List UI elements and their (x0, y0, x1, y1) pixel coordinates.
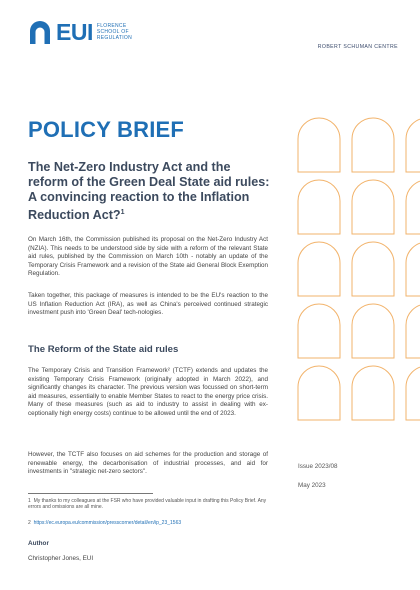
arch-shape (406, 366, 420, 420)
logo-subtitle-line: SCHOOL OF (96, 29, 129, 35)
arch-shape (298, 118, 340, 172)
doc-type-heading: POLICY BRIEF (28, 117, 185, 142)
section-paragraph: The Temporary Crisis and Transition Framework² (TCTF) extends and updates the existing Temporary Crisis Framework (originally adopted in March 2022), and significantly changes its character. The previous version was focussed on short-term aid measures, essentially to enable Member States to react to the energy price crisis. Many of these measures (such as aid to industry to assist in dealing with ex-ceptionally high energy costs) continue to be allowed until the end of 2023. (28, 367, 268, 417)
arch-shape (406, 118, 420, 172)
arch-shape (352, 180, 394, 234)
logo-wordmark: EUI (56, 19, 93, 45)
intro-paragraph: Taken together, this package of measures is intended to be the EU's reaction to the US Inflation Reduction Act (IRA), as well as China's perceived continued strategic investment push into 'Green Deal' tech-nologies. (28, 292, 268, 317)
footnote-divider (28, 493, 153, 494)
arch-shape (352, 366, 394, 420)
footnote-text: My thanks to my colleagues at the FSR who have provided valuable input in drafting this Policy Brief. Any errors and omissions are all mine. (28, 498, 267, 511)
arch-shape (298, 304, 340, 358)
arch-shape (352, 304, 394, 358)
arch-shape (298, 180, 340, 234)
footnote-link[interactable]: https://ec.europa.eu/commission/presscorner/detail/en/ip_23_1563 (33, 520, 182, 526)
section-heading: The Reform of the State aid rules (28, 344, 179, 355)
brief-title (28, 160, 273, 223)
eui-logo (28, 20, 132, 44)
logo-subtitle-line: FLORENCE (96, 23, 127, 29)
footnote-number: 1 (28, 498, 31, 504)
eui-logo-icon (28, 20, 52, 44)
logo-subtitle (97, 23, 132, 41)
issue-date: May 2023 (298, 482, 326, 489)
logo-subtitle-line: REGULATION (96, 35, 132, 41)
arch-pattern (292, 108, 420, 433)
arch-shape (406, 242, 420, 296)
footnote (28, 498, 268, 511)
section-paragraph: However, the TCTF also focuses on aid schemes for the production and storage of renewable energy, the decarbonisation of industrial processes, and aid for investments in "strategic net-zero sectors". (28, 451, 268, 476)
arch-shape (352, 118, 394, 172)
title-footnote-marker[interactable]: 1 (120, 209, 125, 216)
author-heading: Author (28, 540, 49, 547)
arch-shape (298, 242, 340, 296)
footnote (28, 520, 268, 526)
centre-name: ROBERT SCHUMAN CENTRE (317, 44, 398, 50)
arch-shape (406, 180, 420, 234)
arch-shape (406, 304, 420, 358)
intro-paragraph: On March 16th, the Commission published its proposal on the Net-Zero Industry Act (NZIA). This needs to be understood side by side with a reform of the relevant State aid rules, published by the Commission on March 10th - notably an update of the Temporary Crisis Framework and a revision of the State aid General Block Exemption Regulation. (28, 236, 268, 278)
brief-title-text: The Net-Zero Industry Act and the reform of the Green Deal State aid rules: A convincing reaction to the Inflation Reduction Act? (28, 160, 270, 223)
author-name: Christopher Jones, EUI (28, 555, 94, 562)
issue-number: Issue 2023/08 (298, 463, 338, 470)
arch-shape (352, 242, 394, 296)
arch-shape (298, 366, 340, 420)
footnote-number: 2 (28, 520, 31, 526)
